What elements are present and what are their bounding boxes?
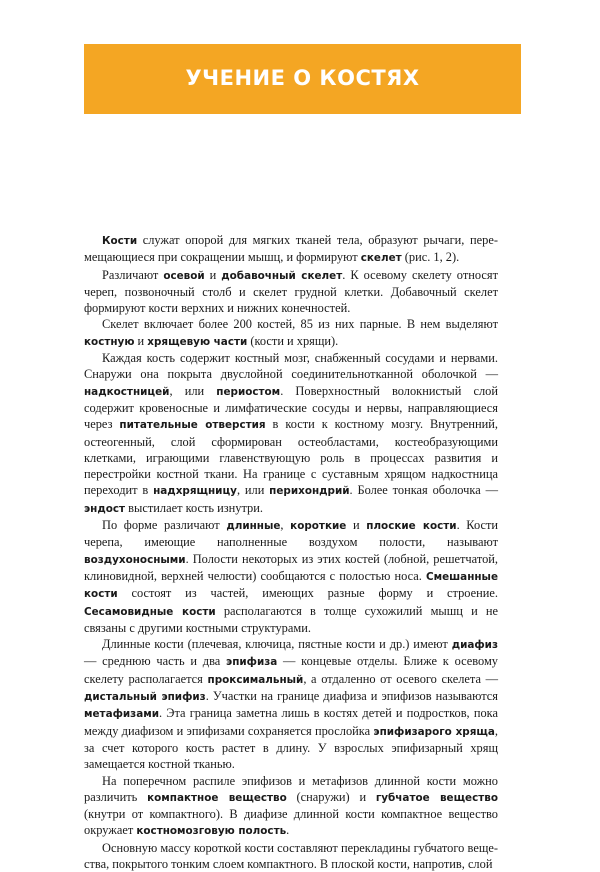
text-run: служат опорой для мягких тканей тела, образуют рычаги, перемещающиеся при сокращении мышц, и формируют	[84, 233, 498, 265]
bold-term: скелет	[360, 252, 402, 265]
bold-term: эндост	[84, 502, 126, 515]
bold-term: воздухоносными	[84, 553, 186, 566]
text-run: Каждая кость содержит костный мозг, снабженный сосудами и нервами. Снаружи она покрыта двуслойной соединительнотканной оболочкой —	[84, 351, 498, 382]
text-run: . Кости черепа, имеющие наполненные воздухом полости, называют	[84, 518, 499, 550]
text-run: . Поверхностный волокнистый слой содержит кровеносные и лимфатические сосуды и нервы, направляющиеся через	[84, 383, 498, 432]
text-run: . Более тонкая оболочка —	[349, 483, 498, 498]
text-run: состоят из частей, имеющих разные форму и строение.	[117, 586, 498, 601]
bold-term: периостом	[216, 385, 281, 398]
text-run: — среднюю часть и два	[84, 654, 227, 669]
paragraph	[84, 267, 498, 317]
bold-term: питательные отверстия	[119, 419, 266, 432]
bold-term: проксимальный	[207, 673, 304, 686]
text-run: в кости к костному мозгу. Внутренний, остеогенный, слой сформирован остеобластами, костеобразующими клетками, играющими главенствующую роль в процессах развития и перестройки костной ткани. На границе с суставным хрящом надкостница переходит в	[84, 417, 499, 498]
text-run: выстилает кость изнутри.	[125, 500, 263, 515]
bold-term: надхрящницу	[153, 485, 237, 498]
bold-term: осевой	[163, 269, 205, 282]
text-run: По форме различают	[102, 518, 227, 533]
text-run: .	[286, 823, 290, 838]
text-run: , или	[169, 383, 217, 398]
bold-term: дистальный эпифиз	[84, 691, 206, 704]
text-run: Скелет включает более 200 костей, 85 из них парные. В нем выделяют	[102, 317, 498, 332]
bold-term: губчатое вещество	[375, 791, 498, 804]
bold-term: надкостницей	[84, 385, 170, 398]
bold-term: длинные	[226, 520, 281, 533]
bold-term: метафизами	[84, 708, 159, 721]
text-run: (кнутри от компактного). В диафизе длинной кости компактное вещество окружает	[84, 807, 498, 838]
bold-term: добавочный скелет	[221, 269, 343, 282]
bold-term: Кости	[102, 235, 138, 247]
text-run: . Эта граница заметна лишь в костях детей и подростков, пока между диафизом и эпифизами сохраняется прослойка	[84, 706, 498, 738]
chapter-title: УЧЕНИЕ О КОСТЯХ	[185, 66, 420, 90]
text-run: располагаются в толще сухожилий мышц и не связаны с другими костными структурами.	[84, 603, 498, 635]
text-run: , а отдаленно от осевого скелета —	[303, 671, 498, 686]
text-run: На поперечном распиле эпифизов и метафизов длинной кости можно различить	[84, 773, 498, 804]
paragraph	[84, 840, 498, 872]
text-run: и	[134, 333, 148, 348]
bold-term: костную	[84, 335, 135, 348]
text-run: ,	[280, 518, 291, 533]
bold-term: Сесамовидные кости	[84, 605, 216, 618]
text-run: — концевые отделы. Ближе к осевому скелету располагается	[84, 654, 498, 686]
text-run: . К осевому скелету относят череп, позвоночный столб и скелет грудной клетки. Добавочный скелет формируют кости верхних и нижних конечностей.	[84, 267, 498, 316]
text-run: , или	[236, 483, 270, 498]
text-run: (снаружи) и	[286, 789, 376, 804]
paragraph	[84, 316, 498, 350]
bold-term: костномозговую полость	[136, 825, 287, 838]
bold-term: эпифиза	[226, 656, 278, 669]
text-run: (кости и хрящи).	[247, 333, 339, 348]
paragraph	[84, 350, 498, 517]
text-run: , за счет которого кость растет в длину. У взрослых эпифизарный хрящ замещается костной тканью.	[84, 723, 498, 772]
text-run: . Полости некоторых из этих костей (лобной, решетчатой, клиновидной, верхней челюсти) сообщаются с полостью носа.	[84, 551, 498, 583]
bold-term: хрящевую части	[147, 335, 248, 348]
text-run: и	[204, 267, 222, 282]
bold-term: плоские кости	[366, 520, 457, 533]
paragraph	[84, 773, 498, 840]
bold-term: эпифизарого хряща	[373, 725, 495, 738]
text-run: Основную массу короткой кости составляют перекладины губчатого вещества, покрытого тонким слоем компактного. В плоской кости, напротив, слой	[84, 840, 498, 871]
bold-term: короткие	[290, 520, 347, 533]
text-run: Различают	[102, 267, 164, 282]
text-run: (рис. 1, 2).	[401, 250, 460, 265]
bold-term: Смешанные кости	[84, 570, 498, 601]
paragraph	[84, 232, 498, 267]
text-run: . Участки на границе диафиза и эпифизов называются	[205, 689, 498, 704]
body-text	[84, 232, 498, 872]
chapter-header-banner	[84, 44, 521, 114]
text-run: Длинные кости (плечевая, ключица, пястные кости и др.) имеют	[102, 637, 452, 652]
paragraph	[84, 517, 498, 636]
text-run: и	[346, 518, 367, 533]
paragraph	[84, 636, 498, 772]
bold-term: компактное вещество	[147, 791, 287, 804]
bold-term: диафиз	[451, 639, 498, 652]
bold-term: перихондрий	[269, 485, 350, 498]
